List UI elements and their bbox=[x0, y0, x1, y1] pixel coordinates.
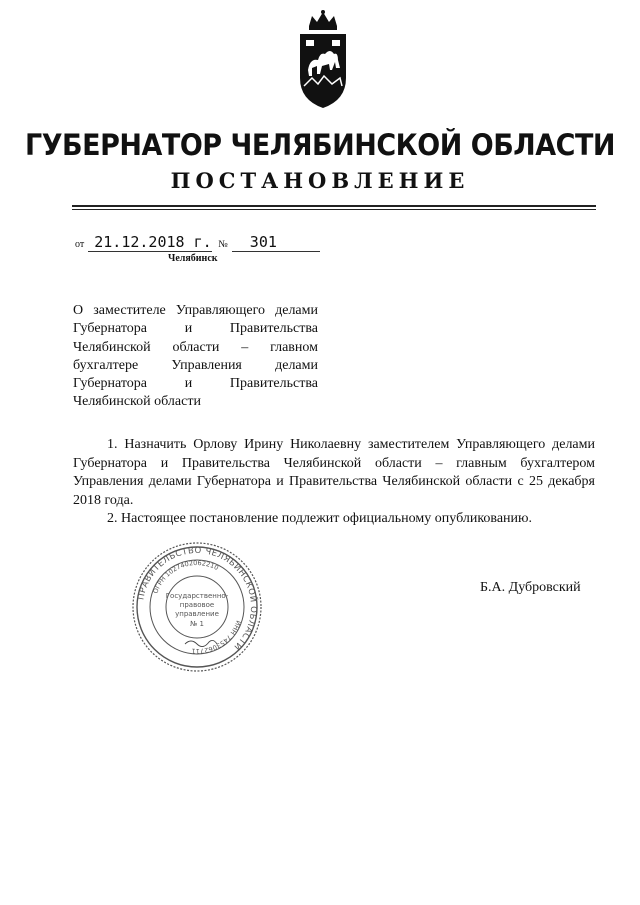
issuer-title: ГУБЕРНАТОР ЧЕЛЯБИНСКОЙ ОБЛАСТИ bbox=[24, 128, 616, 162]
paragraph-1: 1. Назначить Орлову Ирину Николаевну заместителем Управляющего делами Губернатора и Правительства Челябинской области – главным бухгалтером Управления делами Губернатора и Правительства Челябинской области с 25 декабря 2018 года. bbox=[73, 437, 595, 508]
stamp-center-line-1: Государственно- bbox=[165, 592, 229, 600]
official-stamp bbox=[127, 540, 267, 675]
date-value: 21.12.2018 г. bbox=[88, 233, 212, 252]
signatory-name: Б.А. Дубровский bbox=[480, 580, 581, 595]
date-number-row bbox=[75, 233, 320, 253]
city: Челябинск bbox=[168, 253, 218, 264]
stamp-center-line-2: правовое bbox=[179, 601, 215, 609]
header-rule-thin bbox=[72, 209, 596, 210]
coat-of-arms-emblem bbox=[292, 8, 354, 118]
stamp-ogrn: ОГРН 1027402062210 bbox=[151, 558, 220, 595]
document-type: ПОСТАНОВЛЕНИЕ bbox=[170, 168, 470, 193]
number-value: 301 bbox=[232, 233, 320, 252]
stamp-inn: ИНН 7453062711 bbox=[191, 619, 243, 656]
document-body bbox=[73, 436, 595, 529]
paragraph-2: 2. Настоящее постановление подлежит официальному опубликованию. bbox=[107, 511, 532, 526]
date-prefix: от bbox=[75, 239, 85, 250]
stamp-center-line-4: № 1 bbox=[190, 620, 204, 628]
stamp-outer-text: ПРАВИТЕЛЬСТВО ЧЕЛЯБИНСКОЙ ОБЛАСТИ bbox=[136, 545, 259, 652]
number-prefix: № bbox=[218, 239, 228, 250]
stamp-center-line-3: управление bbox=[175, 610, 219, 618]
document-subject: О заместителе Управляющего делами Губернатора и Правительства Челябинской области – главном бухгалтере Управления делами Губернатора и Правительства Челябинской области bbox=[73, 303, 318, 410]
header-rule bbox=[72, 205, 596, 207]
